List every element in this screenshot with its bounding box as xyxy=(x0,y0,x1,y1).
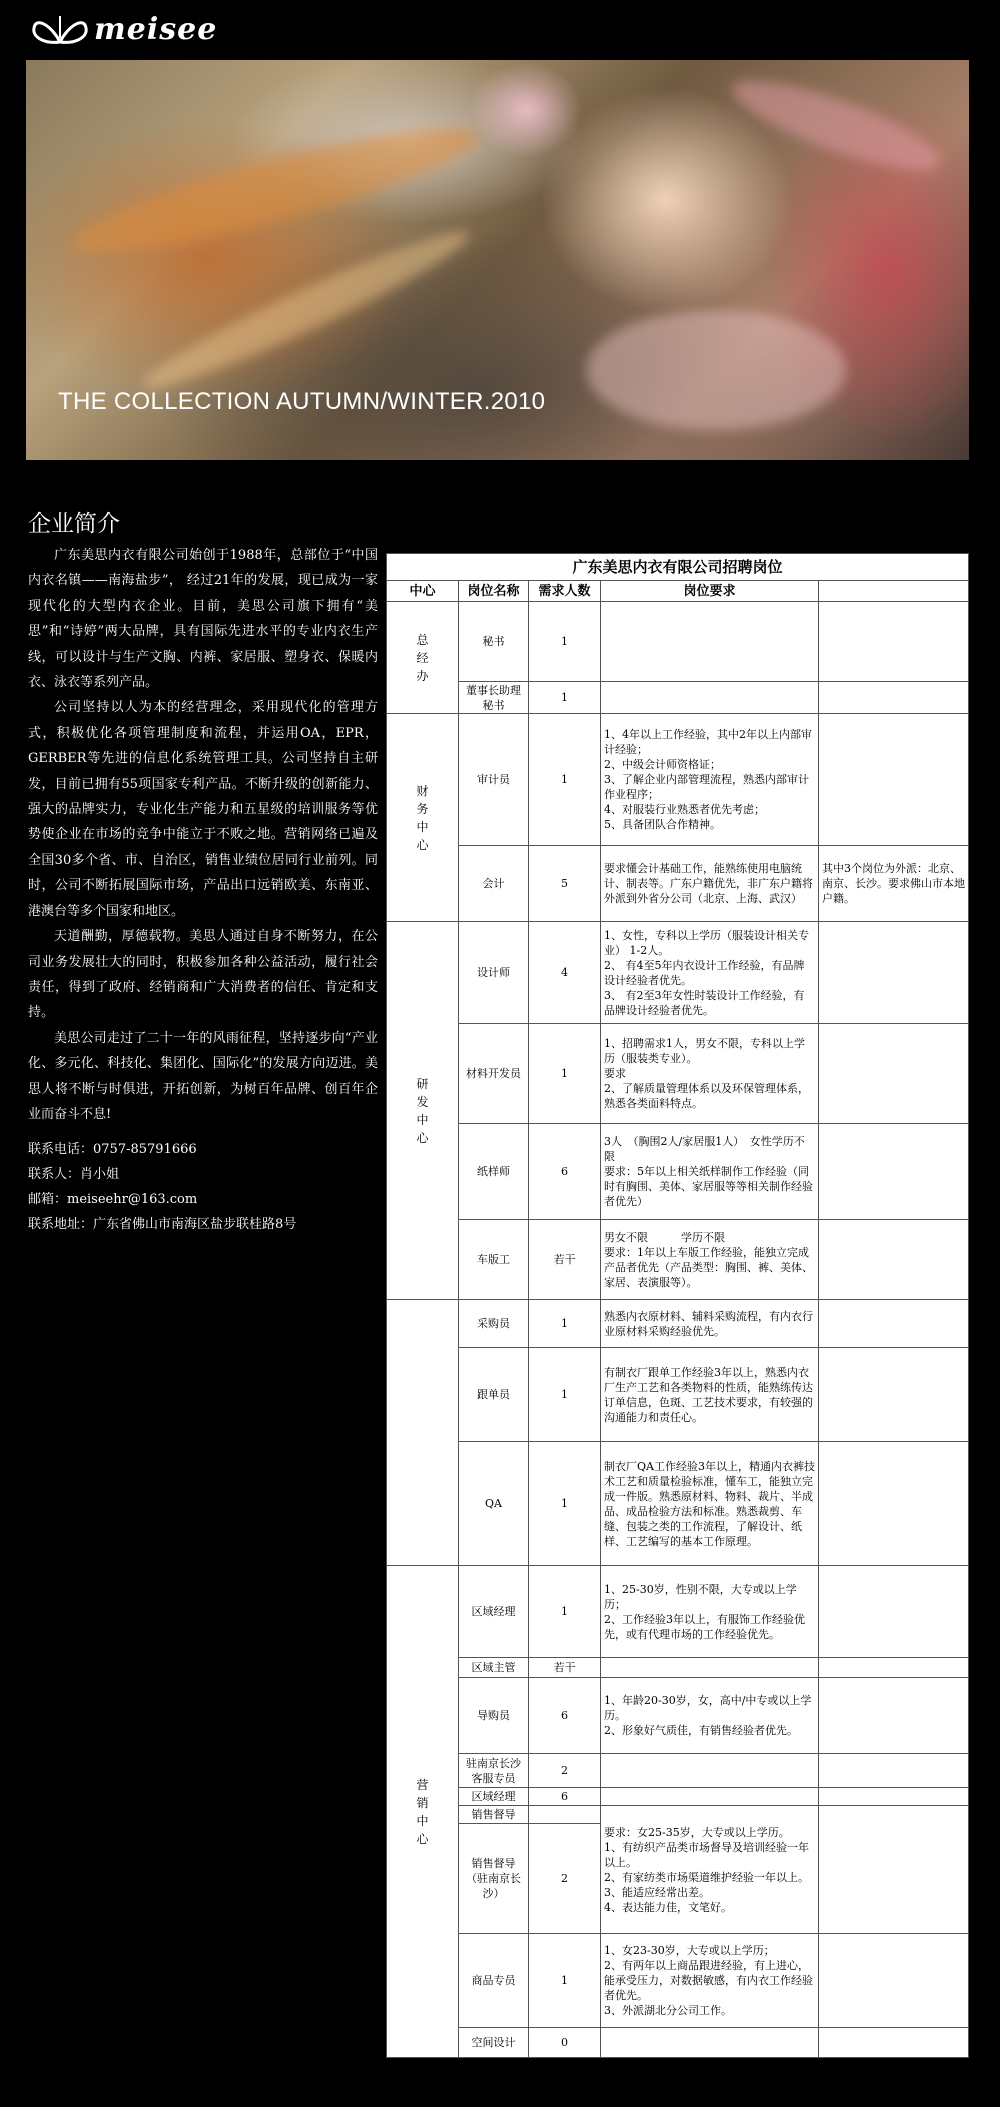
position-requirements: 1、女23-30岁，大专或以上学历； 2、有两年以上商品跟进经验，有上进心，能承受压力，对数据敏感，有内衣工作经验者优先。 3、外派湖北分公司工作。 xyxy=(601,1934,819,2028)
brand-logo[interactable] xyxy=(30,4,250,50)
position-count: 1 xyxy=(529,1024,601,1124)
position-requirements: 3人 （胸围2人/家居服1人） 女性学历不限 要求：5年以上相关纸样制作工作经验（同时有胸围、美体、家居服等等相关制作经验者优先） xyxy=(601,1124,819,1220)
table-row xyxy=(387,2028,969,2058)
table-row xyxy=(387,1442,969,1566)
position-requirements: 熟悉内衣原材料、辅料采购流程，有内衣行业原材料采购经验优先。 xyxy=(601,1300,819,1348)
position-requirements: 1、女性，专科以上学历（服装设计相关专业） 1-2人。 2、 有4至5年内衣设计工作经验，有品牌设计经验者优先。 3、 有2至3年女性时装设计工作经验，有品牌设计经验者优先。 xyxy=(601,922,819,1024)
header-requirements: 岗位要求 xyxy=(601,581,819,602)
table-row xyxy=(387,1806,969,1824)
position-name: 区域经理 xyxy=(459,1788,529,1806)
position-requirements: 制衣厂QA工作经验3年以上，精通内衣裤技术工艺和质量检验标准，懂车工，能独立完成一件版。熟悉原材料、物料、裁片、半成品、成品检验方法和标准。熟悉裁剪、车缝、包装之类的工作流程，了解设计、纸样、工艺编写的基本工作原理。 xyxy=(601,1442,819,1566)
position-note xyxy=(819,1124,969,1220)
department-cell: 研发中心 xyxy=(387,922,459,1300)
position-name: 区域主管 xyxy=(459,1658,529,1678)
position-note xyxy=(819,922,969,1024)
position-name: 审计员 xyxy=(459,714,529,846)
section-title: 企业简介 xyxy=(28,511,120,537)
position-name: 设计师 xyxy=(459,922,529,1024)
table-row xyxy=(387,714,969,846)
position-count: 1 xyxy=(529,1442,601,1566)
position-name: 空间设计 xyxy=(459,2028,529,2058)
brand-name: meisee xyxy=(94,12,218,47)
position-name: 商品专员 xyxy=(459,1934,529,2028)
contact-email[interactable]: 邮箱：meiseehr@163.com xyxy=(28,1192,198,1207)
position-note xyxy=(819,1300,969,1348)
position-requirements xyxy=(601,2028,819,2058)
position-note xyxy=(819,1754,969,1788)
table-row xyxy=(387,682,969,714)
position-count: 4 xyxy=(529,922,601,1024)
position-count: 6 xyxy=(529,1124,601,1220)
position-count: 2 xyxy=(529,1754,601,1788)
contact-address: 联系地址：广东省佛山市南海区盐步联桂路8号 xyxy=(28,1217,297,1232)
table-header-row xyxy=(387,581,969,602)
position-count: 1 xyxy=(529,1348,601,1442)
position-requirements: 有制衣厂跟单工作经验3年以上，熟悉内衣厂生产工艺和各类物料的性质，能熟练传达订单信息，色斑、工艺技术要求，有较强的沟通能力和责任心。 xyxy=(601,1348,819,1442)
position-count: 5 xyxy=(529,846,601,922)
table-row xyxy=(387,1788,969,1806)
position-note: 其中3个岗位为外派：北京、南京、长沙。要求佛山市本地户籍。 xyxy=(819,846,969,922)
position-note xyxy=(819,1348,969,1442)
position-note xyxy=(819,1566,969,1658)
position-count: 1 xyxy=(529,602,601,682)
position-requirements xyxy=(601,602,819,682)
position-count: 0 xyxy=(529,2028,601,2058)
position-note xyxy=(819,1934,969,2028)
position-note xyxy=(819,682,969,714)
header-notes xyxy=(819,581,969,602)
position-requirements: 1、招聘需求1人，男女不限，专科以上学历（服装类专业）。 要求 2、了解质量管理体系以及环保管理体系，熟悉各类面料特点。 xyxy=(601,1024,819,1124)
position-name: 采购员 xyxy=(459,1300,529,1348)
position-count: 1 xyxy=(529,1934,601,2028)
table-row xyxy=(387,846,969,922)
position-name: 秘书 xyxy=(459,602,529,682)
position-requirements: 1、年龄20-30岁，女，高中/中专或以上学历。 2、形象好气质佳，有销售经验者优先。 xyxy=(601,1678,819,1754)
position-name: 材料开发员 xyxy=(459,1024,529,1124)
intro-paragraph: 天道酬勤，厚德载物。美思人通过自身不断努力，在公司业务发展壮大的同时，积极参加各种公益活动，履行社会责任，得到了政府、经销商和广大消费者的信任、肯定和支持。 xyxy=(28,929,378,1021)
department-cell xyxy=(387,1300,459,1566)
table-row xyxy=(387,1024,969,1124)
position-note xyxy=(819,1678,969,1754)
banner-caption: THE COLLECTION AUTUMN/WINTER.2010 xyxy=(58,388,546,415)
table-row xyxy=(387,1934,969,2028)
position-note xyxy=(819,2028,969,2058)
position-count: 1 xyxy=(529,682,601,714)
contact-phone: 联系电话：0757-85791666 xyxy=(28,1142,197,1157)
position-count: 6 xyxy=(529,1678,601,1754)
header-count: 需求人数 xyxy=(529,581,601,602)
position-requirements: 要求：女25-35岁，大专或以上学历。 1、有纺织产品类市场督导及培训经验一年以上。 2、有家纺类市场渠道维护经验一年以上。 3、能适应经常出差。 4、表达能力佳，文笔好。 xyxy=(601,1806,819,1934)
position-name: 区域经理 xyxy=(459,1566,529,1658)
position-name: 车版工 xyxy=(459,1220,529,1300)
position-count: 若干 xyxy=(529,1220,601,1300)
position-count: 1 xyxy=(529,1300,601,1348)
table-row xyxy=(387,1124,969,1220)
position-count: 6 xyxy=(529,1788,601,1806)
position-note xyxy=(819,1024,969,1124)
position-requirements: 1、4年以上工作经验，其中2年以上内部审计经验； 2、中级会计师资格证； 3、了解企业内部管理流程，熟悉内部审计作业程序； 4、对服装行业熟悉者优先考虑； 5、具备团队合作精神。 xyxy=(601,714,819,846)
position-count xyxy=(529,1806,601,1824)
position-note xyxy=(819,714,969,846)
position-note xyxy=(819,1442,969,1566)
position-name: 会计 xyxy=(459,846,529,922)
company-intro xyxy=(28,543,378,1127)
table-row xyxy=(387,1300,969,1348)
contact-person: 联系人：肖小姐 xyxy=(28,1167,120,1182)
position-requirements xyxy=(601,1754,819,1788)
intro-paragraph: 美思公司走过了二十一年的风雨征程，坚持逐步向“产业化、多元化、科技化、集团化、国际化”的发展方向迈进。美思人将不断与时俱进，开拓创新，为树百年品牌、创百年企业而奋斗不息! xyxy=(28,1030,378,1122)
position-count: 1 xyxy=(529,714,601,846)
table-row xyxy=(387,602,969,682)
table-row xyxy=(387,922,969,1024)
position-note xyxy=(819,602,969,682)
jobs-table-container xyxy=(386,553,968,2058)
table-row xyxy=(387,1658,969,1678)
department-cell: 营销中心 xyxy=(387,1566,459,2058)
position-name: 纸样师 xyxy=(459,1124,529,1220)
position-name: 销售督导（驻南京长沙） xyxy=(459,1824,529,1934)
position-name: 导购员 xyxy=(459,1678,529,1754)
position-requirements xyxy=(601,1658,819,1678)
header-center: 中心 xyxy=(387,581,459,602)
department-cell: 财务中心 xyxy=(387,714,459,922)
position-requirements: 要求懂会计基础工作，能熟练使用电脑统计、制表等。广东户籍优先，非广东户籍将外派到外省分公司（北京、上海、武汉） xyxy=(601,846,819,922)
position-note xyxy=(819,1220,969,1300)
position-requirements xyxy=(601,1788,819,1806)
jobs-table xyxy=(386,553,969,2058)
table-row xyxy=(387,1220,969,1300)
table-row xyxy=(387,1678,969,1754)
position-requirements: 1、25-30岁，性别不限，大专或以上学历； 2、工作经验3年以上，有服饰工作经验优先，或有代理市场的工作经验优先。 xyxy=(601,1566,819,1658)
department-cell: 总经办 xyxy=(387,602,459,714)
intro-paragraph: 公司坚持以人为本的经营理念，采用现代化的管理方式，积极优化各项管理制度和流程，并运用OA，EPR，GERBER等先进的信息化系统管理工具。公司坚持自主研发，目前已拥有55项国家专利产品。不断升级的创新能力、强大的品牌实力，专业化生产能力和五星级的培训服务等优势使企业在市场的竞争中能立于不败之地。营销网络已遍及全国30多个省、市、自治区，销售业绩位居同行业前列。同时，公司不断拓展国际市场，产品出口远销欧美、东南亚、港澳台等多个国家和地区。 xyxy=(28,700,378,919)
header-position: 岗位名称 xyxy=(459,581,529,602)
position-count: 2 xyxy=(529,1824,601,1934)
collection-banner xyxy=(26,60,969,460)
contact-info xyxy=(28,1137,378,1237)
position-requirements: 男女不限 学历不限 要求：1年以上车版工作经验，能独立完成产品者优先（产品类型：胸围、裤、美体、家居、表演服等）。 xyxy=(601,1220,819,1300)
position-name: 驻南京长沙客服专员 xyxy=(459,1754,529,1788)
position-name: QA xyxy=(459,1442,529,1566)
jobs-table-title: 广东美思内衣有限公司招聘岗位 xyxy=(387,554,969,581)
position-count: 1 xyxy=(529,1566,601,1658)
table-row xyxy=(387,1348,969,1442)
position-name: 跟单员 xyxy=(459,1348,529,1442)
position-note xyxy=(819,1658,969,1678)
position-note xyxy=(819,1806,969,1934)
position-name: 销售督导 xyxy=(459,1806,529,1824)
table-row xyxy=(387,1566,969,1658)
position-note xyxy=(819,1788,969,1806)
position-count: 若干 xyxy=(529,1658,601,1678)
table-row xyxy=(387,1754,969,1788)
position-requirements xyxy=(601,682,819,714)
position-name: 董事长助理秘书 xyxy=(459,682,529,714)
butterfly-logo-icon xyxy=(30,8,90,48)
intro-paragraph: 广东美思内衣有限公司始创于1988年，总部位于“中国内衣名镇——南海盐步”， 经过21年的发展，现已成为一家现代化的大型内衣企业。目前，美思公司旗下拥有“美思”和“诗婷”两大品牌，具有国际先进水平的专业内衣生产线，可以设计与生产文胸、内裤、家居服、塑身衣、保暖内衣、泳衣等系列产品。 xyxy=(28,548,378,691)
